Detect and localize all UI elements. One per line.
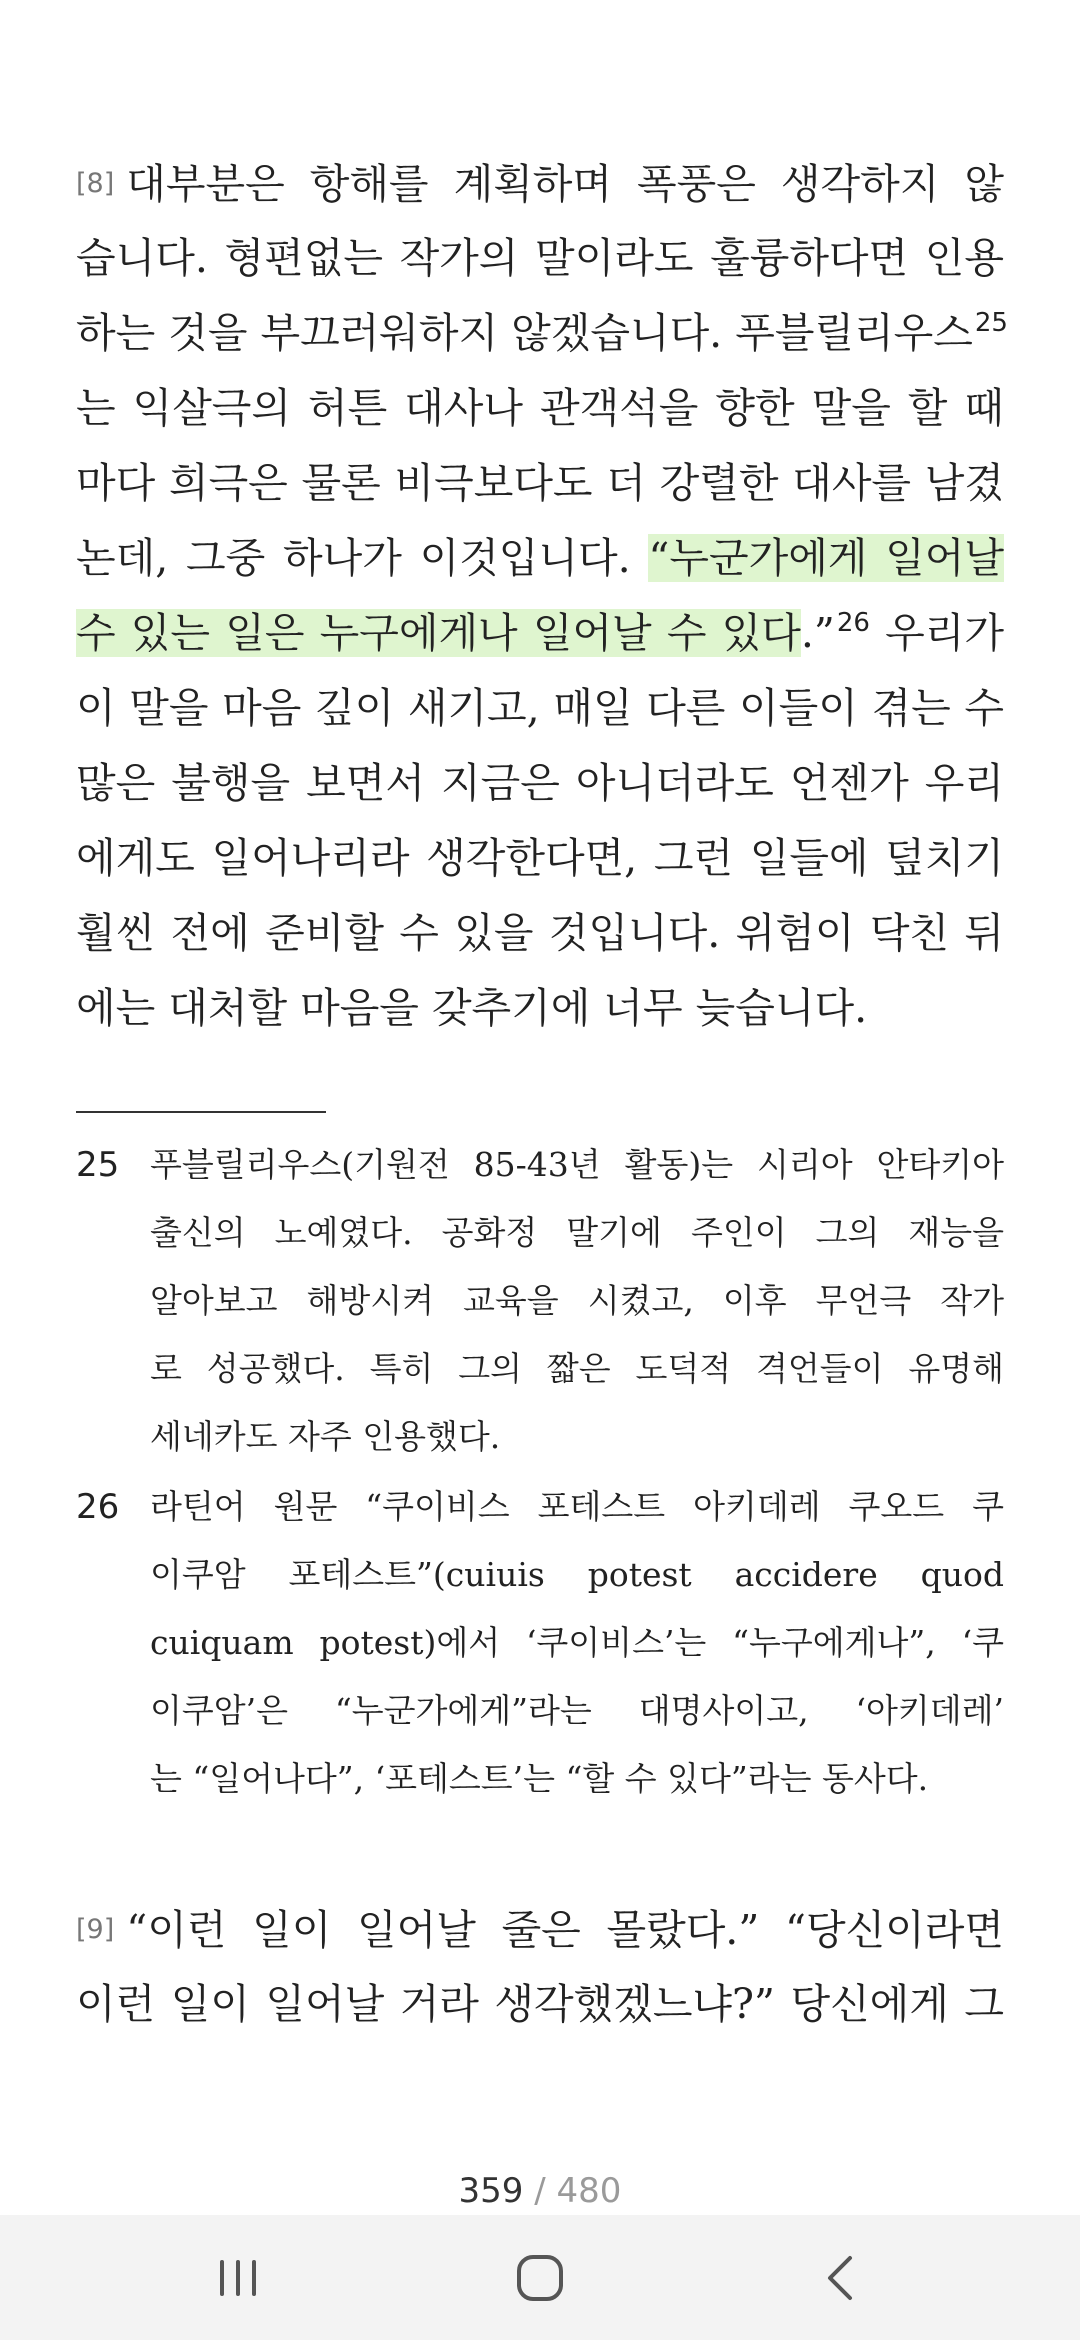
back-icon xyxy=(812,2248,872,2308)
system-navigation-bar xyxy=(0,2215,1080,2340)
footnote-body xyxy=(150,1473,1004,1813)
current-page: 359 xyxy=(458,2171,524,2211)
footnote-line: 푸블릴리우스(기원전 85-43년 활동)는 시리아 안타키아 xyxy=(150,1145,1004,1184)
highlighted-quote[interactable]: 수 있는 일은 누구에게나 일어날 수 있다 xyxy=(76,609,801,657)
text-line: 이런 일이 일어날 거라 생각했겠느냐?” 당신에게 그 xyxy=(76,1980,1004,2028)
footnote-ref-26[interactable]: 26 xyxy=(836,608,870,638)
total-pages: 480 xyxy=(556,2171,622,2211)
text-line: 에게도 일어나리라 생각한다면, 그런 일들에 덮치기 xyxy=(76,834,1004,882)
footnote-line: 이쿠암’은 “누군가에게”라는 대명사이고, ‘아키데레’ xyxy=(150,1691,1004,1730)
footnote-line: 이쿠암 포테스트”(cuiuis potest accidere quod xyxy=(150,1555,1004,1594)
footnote-ref-25[interactable]: 25 xyxy=(974,308,1008,338)
text-line: 마다 희극은 물론 비극보다도 더 강렬한 대사를 남겼 xyxy=(76,459,1004,507)
text-line: [8] 대부분은 항해를 계획하며 폭풍은 생각하지 않 xyxy=(76,160,1004,208)
footnote-number: 25 xyxy=(76,1145,120,1185)
text-line: 에는 대처할 마음을 갖추기에 너무 늦습니다. xyxy=(76,984,868,1032)
text-line: 이 말을 마음 깊이 새기고, 매일 다른 이들이 겪는 수 xyxy=(76,684,1004,732)
text-line: 하는 것을 부끄러워하지 않겠습니다. 푸블릴리우스$^{25}$ xyxy=(76,308,1008,357)
paragraph-number: [9] xyxy=(76,1914,115,1945)
paragraph-number: [8] xyxy=(76,168,115,199)
text-line: 훨씬 전에 준비할 수 있을 것입니다. 위험이 닥친 뒤 xyxy=(76,909,1004,957)
page-indicator xyxy=(0,2161,1080,2221)
highlighted-quote[interactable]: “누군가에게 일어날 xyxy=(648,534,1004,582)
footnote-line: cuiquam potest)에서 ‘쿠이비스’는 “누구에게나”, ‘쿠 xyxy=(150,1623,1004,1662)
footnote-line: 알아보고 해방시켜 교육을 시켰고, 이후 무언극 작가 xyxy=(150,1281,1004,1320)
footnote-body xyxy=(150,1131,1004,1471)
recents-icon xyxy=(208,2248,268,2308)
paragraph-8 xyxy=(76,146,1008,1046)
paragraph-9 xyxy=(76,1892,1004,2042)
text-line: 수 있는 일은 누구에게나 일어날 수 있다.”$^{26}$ 우리가 xyxy=(76,608,1004,657)
text-line: [9] “이런 일이 일어날 줄은 몰랐다.” “당신이라면 xyxy=(76,1906,1004,1954)
footnote-line: 라틴어 원문 “쿠이비스 포테스트 아키데레 쿠오드 쿠 xyxy=(150,1487,1004,1526)
text-line: 많은 불행을 보면서 지금은 아니더라도 언젠가 우리 xyxy=(76,759,1004,807)
footnote-number: 26 xyxy=(76,1487,120,1527)
recents-button[interactable] xyxy=(178,2233,298,2323)
footnote-line: 는 “일어나다”, ‘포테스트’는 “할 수 있다”라는 동사다. xyxy=(150,1759,929,1798)
footnote-line: 세네카도 자주 인용했다. xyxy=(150,1417,501,1456)
home-button[interactable] xyxy=(480,2233,600,2323)
text-line: 는 익살극의 허튼 대사나 관객석을 향한 말을 할 때 xyxy=(76,384,1004,432)
text-line: 습니다. 형편없는 작가의 말이라도 훌륭하다면 인용 xyxy=(76,234,1004,282)
footnote-line: 출신의 노예였다. 공화정 말기에 주인이 그의 재능을 xyxy=(150,1213,1004,1252)
footnote-line: 로 성공했다. 특히 그의 짧은 도덕적 격언들이 유명해 xyxy=(150,1349,1004,1388)
text-line: 논데, 그중 하나가 이것입니다. “누군가에게 일어날 xyxy=(76,534,1004,582)
footnote-divider xyxy=(76,1111,326,1113)
back-button[interactable] xyxy=(782,2233,902,2323)
home-icon xyxy=(510,2248,570,2308)
page-separator: / xyxy=(523,2171,557,2211)
